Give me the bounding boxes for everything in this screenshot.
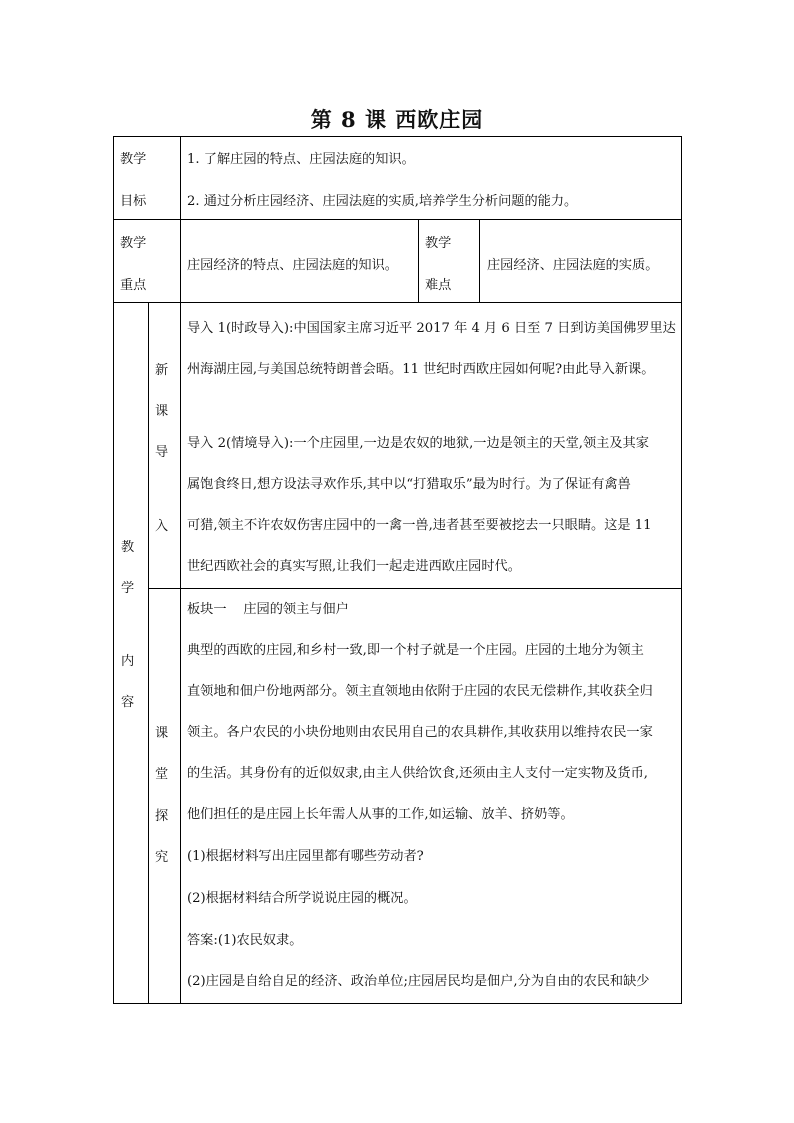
intro-label-char: 课 — [155, 404, 169, 419]
content-label-char: 学 — [121, 581, 135, 596]
answer-1: 答案:(1)农民奴隶。 — [187, 933, 303, 948]
objectives-label-line-2: 目标 — [120, 194, 147, 209]
row-divider — [113, 219, 682, 220]
explore-line: 他们担任的是庄园上长年需人从事的工作,如运输、放羊、挤奶等。 — [187, 807, 574, 822]
intro-line: 导入 1(时政导入):中国国家主席习近平 2017 年 4 月 6 日至 7 日到访美国佛罗里达 — [187, 321, 676, 336]
explore-label-char: 堂 — [155, 767, 169, 782]
explore-line: 的生活。其身份有的近似奴隶,由主人供给饮食,还须由主人支付一定实物及货币, — [187, 766, 648, 781]
objective-1: 1. 了解庄园的特点、庄园法庭的知识。 — [187, 152, 415, 167]
question-2: (2)根据材料结合所学说说庄园的概况。 — [187, 891, 417, 906]
key-points-text: 庄园经济的特点、庄园法庭的知识。 — [187, 258, 398, 273]
question-1: (1)根据材料写出庄园里都有哪些劳动者? — [187, 849, 424, 864]
explore-line: 直领地和佃户份地两部分。领主直领地由依附于庄园的农民无偿耕作,其收获全归 — [187, 684, 653, 699]
explore-label-char: 探 — [155, 809, 169, 824]
intro-line: 可猎,领主不许农奴伤害庄园中的一禽一兽,违者甚至要被挖去一只眼睛。这是 11 — [187, 518, 652, 533]
key-points-label-line-1: 教学 — [120, 236, 147, 251]
content-label-char: 容 — [121, 695, 135, 710]
content-label-char: 教 — [121, 540, 135, 555]
objective-2: 2. 通过分析庄园经济、庄园法庭的实质,培养学生分析问题的能力。 — [187, 194, 578, 209]
difficulty-label-right-divider — [479, 219, 480, 302]
objectives-label-line-1: 教学 — [120, 152, 147, 167]
content-label-divider — [148, 302, 149, 1004]
intro-label-char: 新 — [155, 363, 169, 378]
difficulties-label-line-2: 难点 — [425, 278, 452, 293]
key-points-label-line-2: 重点 — [120, 278, 147, 293]
explore-line: 典型的西欧的庄园,和乡村一致,即一个村子就是一个庄园。庄园的土地分为领主 — [187, 643, 644, 658]
intro-explore-divider — [148, 588, 682, 589]
difficulties-label-line-1: 教学 — [425, 236, 452, 251]
intro-line: 州海湖庄园,与美国总统特朗普会晤。11 世纪时西欧庄园如何呢?由此导入新课。 — [187, 362, 655, 377]
lesson-title: 第 8 课 西欧庄园 — [310, 107, 484, 132]
answer-2: (2)庄园是自给自足的经济、政治单位;庄园居民均是佃户,分为自由的农民和缺少 — [187, 974, 650, 989]
intro-line: 属饱食终日,想方设法寻欢作乐,其中以“打猎取乐”最为时行。为了保证有禽兽 — [187, 477, 631, 492]
intro-line: 世纪西欧社会的真实写照,让我们一起走进西欧庄园时代。 — [187, 559, 521, 574]
intro-label-char: 导 — [155, 445, 169, 460]
content-label-char: 内 — [121, 654, 135, 669]
intro-label-char: 入 — [155, 519, 169, 534]
explore-label-char: 究 — [155, 850, 169, 865]
section-heading: 板块一 庄园的领主与佃户 — [187, 602, 349, 617]
explore-line: 领主。各户农民的小块份地则由农民用自己的农具耕作,其收获用以维持农民一家 — [187, 725, 653, 740]
sub-label-divider — [180, 302, 181, 1004]
difficulty-label-left-divider — [418, 219, 419, 302]
row-divider — [113, 302, 682, 303]
intro-line: 导入 2(情境导入):一个庄园里,一边是农奴的地狱,一边是领主的天堂,领主及其家 — [187, 436, 649, 451]
label-column-divider — [180, 136, 181, 302]
difficulties-text: 庄园经济、庄园法庭的实质。 — [487, 258, 659, 273]
explore-label-char: 课 — [155, 726, 169, 741]
